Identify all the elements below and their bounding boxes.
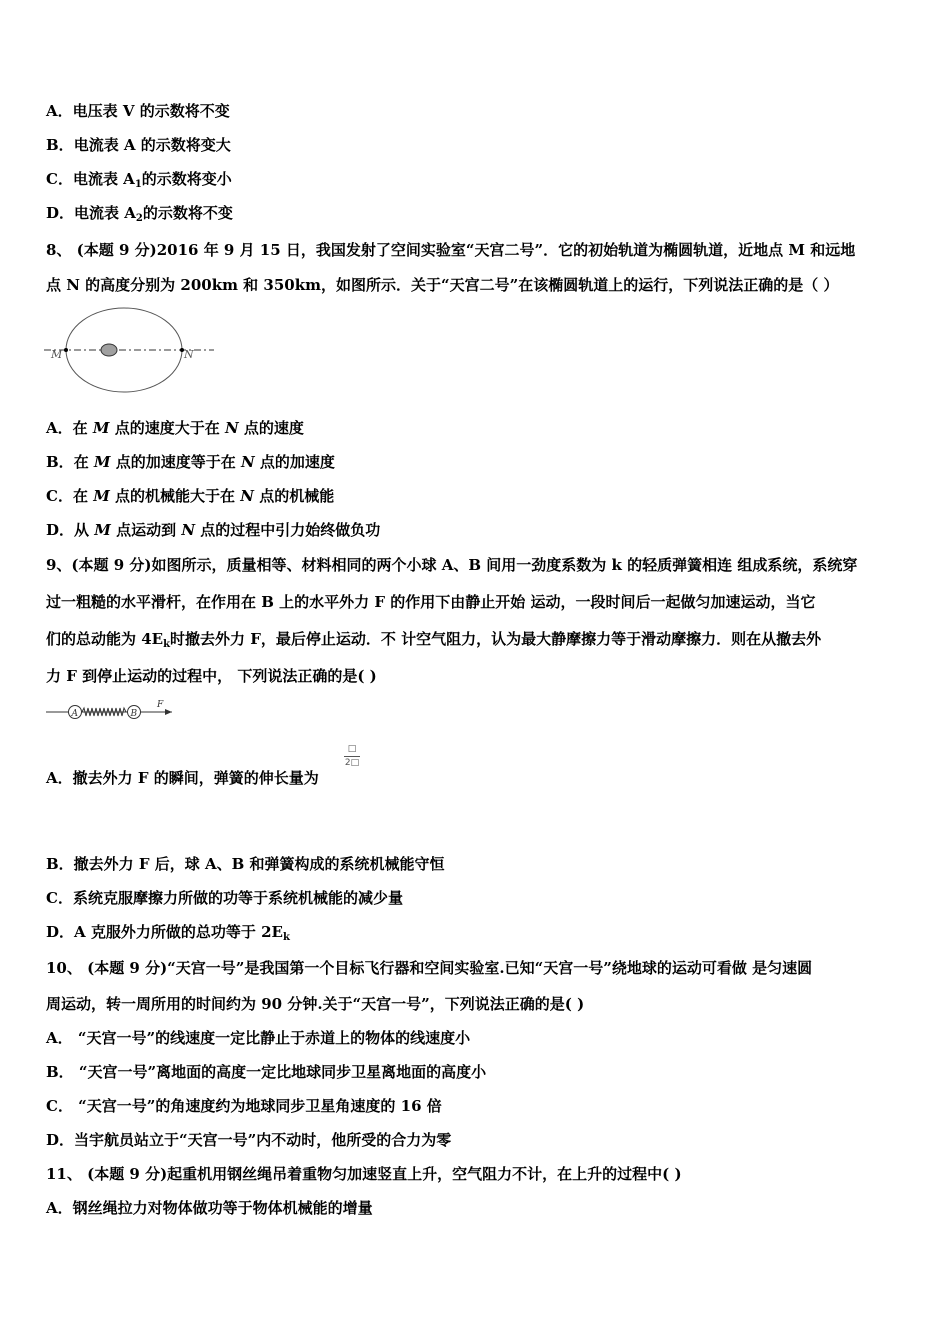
fraction-numerator: □ bbox=[347, 744, 357, 754]
q10-option-d: D．当宇航员站立于“天宫一号”内不动时，他所受的合力为零 bbox=[46, 1131, 452, 1149]
fraction-bar bbox=[344, 756, 360, 757]
q9-option-c: C．系统克服摩擦力所做的功等于系统机械能的减少量 bbox=[46, 889, 403, 907]
q8-option-a: A．在 M 点的速度大于在 N 点的速度 bbox=[46, 419, 304, 437]
spring-diagram bbox=[46, 698, 178, 722]
q10-stem-line2: 周运动，转一周所用的时间约为 90 分钟.关于“天宫一号”，下列说法正确的是( ) bbox=[46, 995, 585, 1013]
q8-option-d: D．从 M 点运动到 N 点的过程中引力始终做负功 bbox=[46, 521, 381, 539]
q10-option-b: B． “天宫一号”离地面的高度一定比地球同步卫星离地面的高度小 bbox=[46, 1063, 487, 1081]
point-m bbox=[64, 348, 68, 352]
q9-stem-line1: 9、(本题 9 分)如图所示，质量相等、材料相同的两个小球 A、B 间用一劲度系数为 k 的轻质弹簧相连 组成系统，系统穿 bbox=[46, 556, 858, 574]
q8-stem-line2: 点 N 的高度分别为 200km 和 350km，如图所示．关于“天宫二号”在该椭圆轨道上的运行，下列说法正确的是（ ） bbox=[46, 276, 839, 294]
label-a: A bbox=[71, 709, 78, 719]
q11-stem: 11、 (本题 9 分)起重机用钢丝绳吊着重物匀加速竖直上升，空气阻力不计，在上升的过程中( ) bbox=[46, 1165, 682, 1183]
label-n: N bbox=[184, 348, 194, 361]
label-b: B bbox=[130, 709, 138, 719]
q9-stem-line2: 过一粗糙的水平滑杆，在作用在 B 上的水平外力 F 的作用下由静止开始 运动，一段时间后一起做匀加速运动，当它 bbox=[46, 593, 816, 611]
q9-option-d: D．A 克服外力所做的总功等于 $2E_k$ bbox=[46, 923, 290, 943]
q7-option-d: D．电流表 $A_2$的示数将不变 bbox=[46, 204, 233, 224]
q7-option-a: A．电压表 V 的示数将不变 bbox=[46, 102, 230, 120]
force-arrow-head bbox=[165, 709, 172, 715]
q8-stem-line1: 8、 (本题 9 分)2016 年 9 月 15 日，我国发射了空间实验室“天宫二号”．它的初始轨道为椭圆轨道，近地点 M 和远地 bbox=[46, 241, 856, 259]
q9-option-b: B．撤去外力 F 后，球 A、B 和弹簧构成的系统机械能守恒 bbox=[46, 855, 445, 873]
spring-extension-fraction bbox=[342, 744, 362, 769]
q8-option-b: B．在 M 点的加速度等于在 N 点的加速度 bbox=[46, 453, 335, 471]
q10-option-c: C． “天宫一号”的角速度约为地球同步卫星角速度的 16 倍 bbox=[46, 1097, 442, 1115]
label-m: M bbox=[51, 348, 63, 361]
q7-option-c: C．电流表 $A_1$的示数将变小 bbox=[46, 170, 232, 190]
earth-icon bbox=[101, 344, 117, 356]
q9-stem-line4: 力 F 到停止运动的过程中， 下列说法正确的是( ) bbox=[46, 667, 377, 685]
q10-stem-line1: 10、 (本题 9 分)“天宫一号”是我国第一个目标飞行器和空间实验室.已知“天宫一号”绕地球的运动可看做 是匀速圆 bbox=[46, 959, 813, 977]
q9-option-a: A．撤去外力 F 的瞬间，弹簧的伸长量为 bbox=[46, 769, 319, 787]
q8-option-c: C．在 M 点的机械能大于在 N 点的机械能 bbox=[46, 487, 335, 505]
fraction-denominator: 2□ bbox=[344, 758, 360, 768]
q11-option-a: A．钢丝绳拉力对物体做功等于物体机械能的增量 bbox=[46, 1199, 373, 1217]
q10-option-a: A． “天宫一号”的线速度一定比静止于赤道上的物体的线速度小 bbox=[46, 1029, 471, 1047]
q7-option-b: B．电流表 A 的示数将变大 bbox=[46, 136, 231, 154]
label-f: F bbox=[157, 700, 164, 710]
orbit-diagram bbox=[44, 305, 216, 395]
q9-stem-line3: 们的总动能为 $4E_k$时撤去外力 F，最后停止运动．不 计空气阻力，认为最大静摩擦力等于滑动摩擦力．则在从撤去外 bbox=[46, 630, 822, 650]
